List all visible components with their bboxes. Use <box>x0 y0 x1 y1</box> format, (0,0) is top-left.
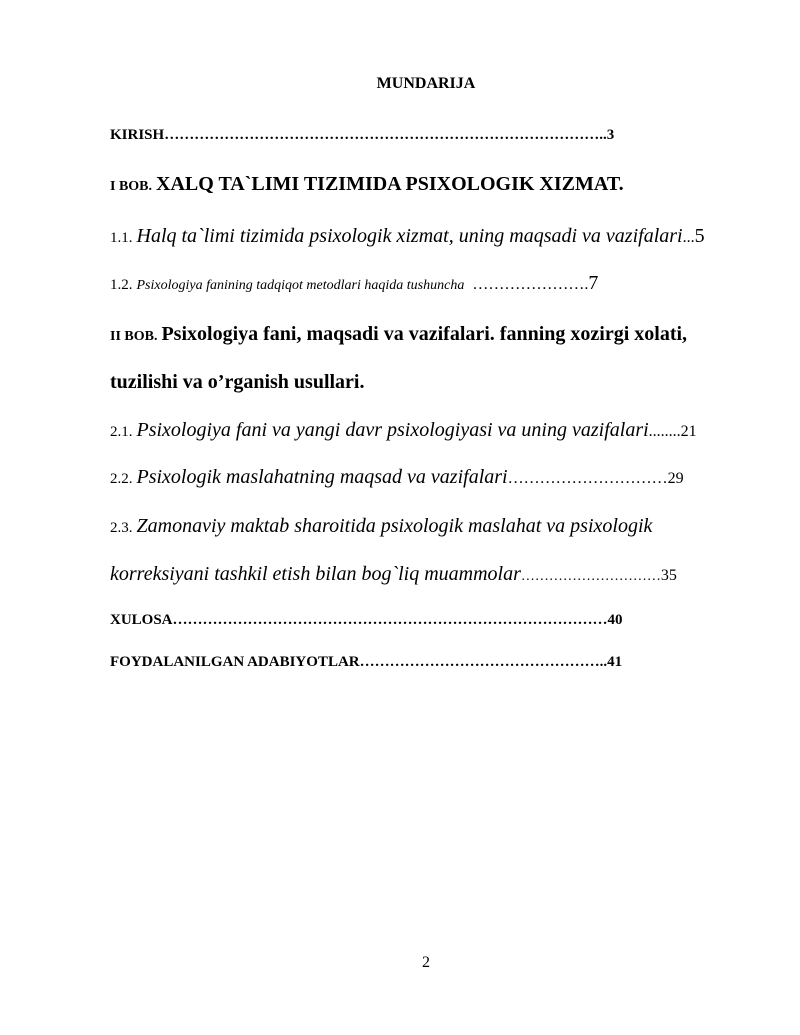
section-number: 1.1. <box>110 230 133 246</box>
toc-section-2-1[interactable] <box>110 420 697 440</box>
section-number: 2.1. <box>110 424 133 440</box>
toc-label: KIRISH <box>110 127 165 143</box>
toc-label: XULOSA <box>110 612 173 628</box>
toc-page-number: 40 <box>607 612 623 628</box>
chapter-prefix: II BOB. <box>110 329 158 344</box>
page-number: 2 <box>422 954 430 971</box>
toc-title: MUNDARIJA <box>376 75 476 92</box>
toc-entry-adabiyotlar[interactable] <box>110 655 622 670</box>
section-title: Psixologiya fanining tadqiqot metodlari haqida tushuncha <box>136 278 465 293</box>
section-number: 2.2. <box>110 471 133 487</box>
section-title-line1: Zamonaviy maktab sharoitida psixologik maslahat va psixologik <box>136 515 653 537</box>
chapter-prefix: I BOB. <box>110 179 153 194</box>
toc-entry-xulosa[interactable] <box>110 613 623 628</box>
chapter-heading: XALQ TA`LIMI TIZIMIDA PSIXOLOGIK XIZMAT. <box>156 173 624 195</box>
toc-page-number: 35 <box>660 567 677 584</box>
toc-dots: ………………………………………….. <box>359 654 608 670</box>
toc-section-1-2[interactable] <box>110 273 598 293</box>
section-title: Psixologik maslahatning maqsad va vazifalari <box>136 466 508 488</box>
toc-dots: ... <box>682 229 695 246</box>
toc-section-1-1[interactable] <box>110 226 705 246</box>
section-number: 1.2. <box>110 277 133 293</box>
toc-chapter-2[interactable] <box>110 324 687 344</box>
toc-label: FOYDALANILGAN ADABIYOTLAR <box>110 654 360 670</box>
toc-chapter-1[interactable] <box>110 174 624 194</box>
toc-page-number: 5 <box>694 225 705 247</box>
toc-dots: …………………. <box>472 276 589 293</box>
section-title: Psixologiya fani va yangi davr psixologiyasi va uning vazifalari <box>136 419 649 441</box>
toc-page-number: 21 <box>680 423 697 440</box>
toc-dots: …………………………………………………………………………….. <box>164 127 607 143</box>
toc-section-2-2[interactable] <box>110 467 684 487</box>
toc-page-number: 7 <box>588 272 599 294</box>
toc-dots: …………………………………………………………………………… <box>172 612 608 628</box>
toc-page-number: 29 <box>667 470 684 487</box>
section-number: 2.3. <box>110 520 133 536</box>
toc-section-2-3[interactable] <box>110 516 652 536</box>
toc-page-number: 41 <box>607 654 623 670</box>
toc-dots: ………………………… <box>520 569 661 584</box>
chapter-heading-line2: tuzilishi va o’rganish usullari. <box>110 371 365 393</box>
chapter-heading-line1: Psixologiya fani, maqsadi va vazifalari. fanning xozirgi xolati, <box>161 323 688 345</box>
toc-dots: ........ <box>648 423 681 440</box>
section-title: Halq ta`limi tizimida psixologik xizmat, uning maqsadi va vazifalari <box>136 225 683 247</box>
section-title-line2: korreksiyani tashkil etish bilan bog`liq muammolar <box>110 563 521 585</box>
toc-page-number: 3 <box>606 127 615 143</box>
toc-entry-kirish[interactable] <box>110 128 614 143</box>
toc-dots: ………………………… <box>507 470 668 487</box>
toc-section-2-3-cont[interactable] <box>110 564 677 584</box>
